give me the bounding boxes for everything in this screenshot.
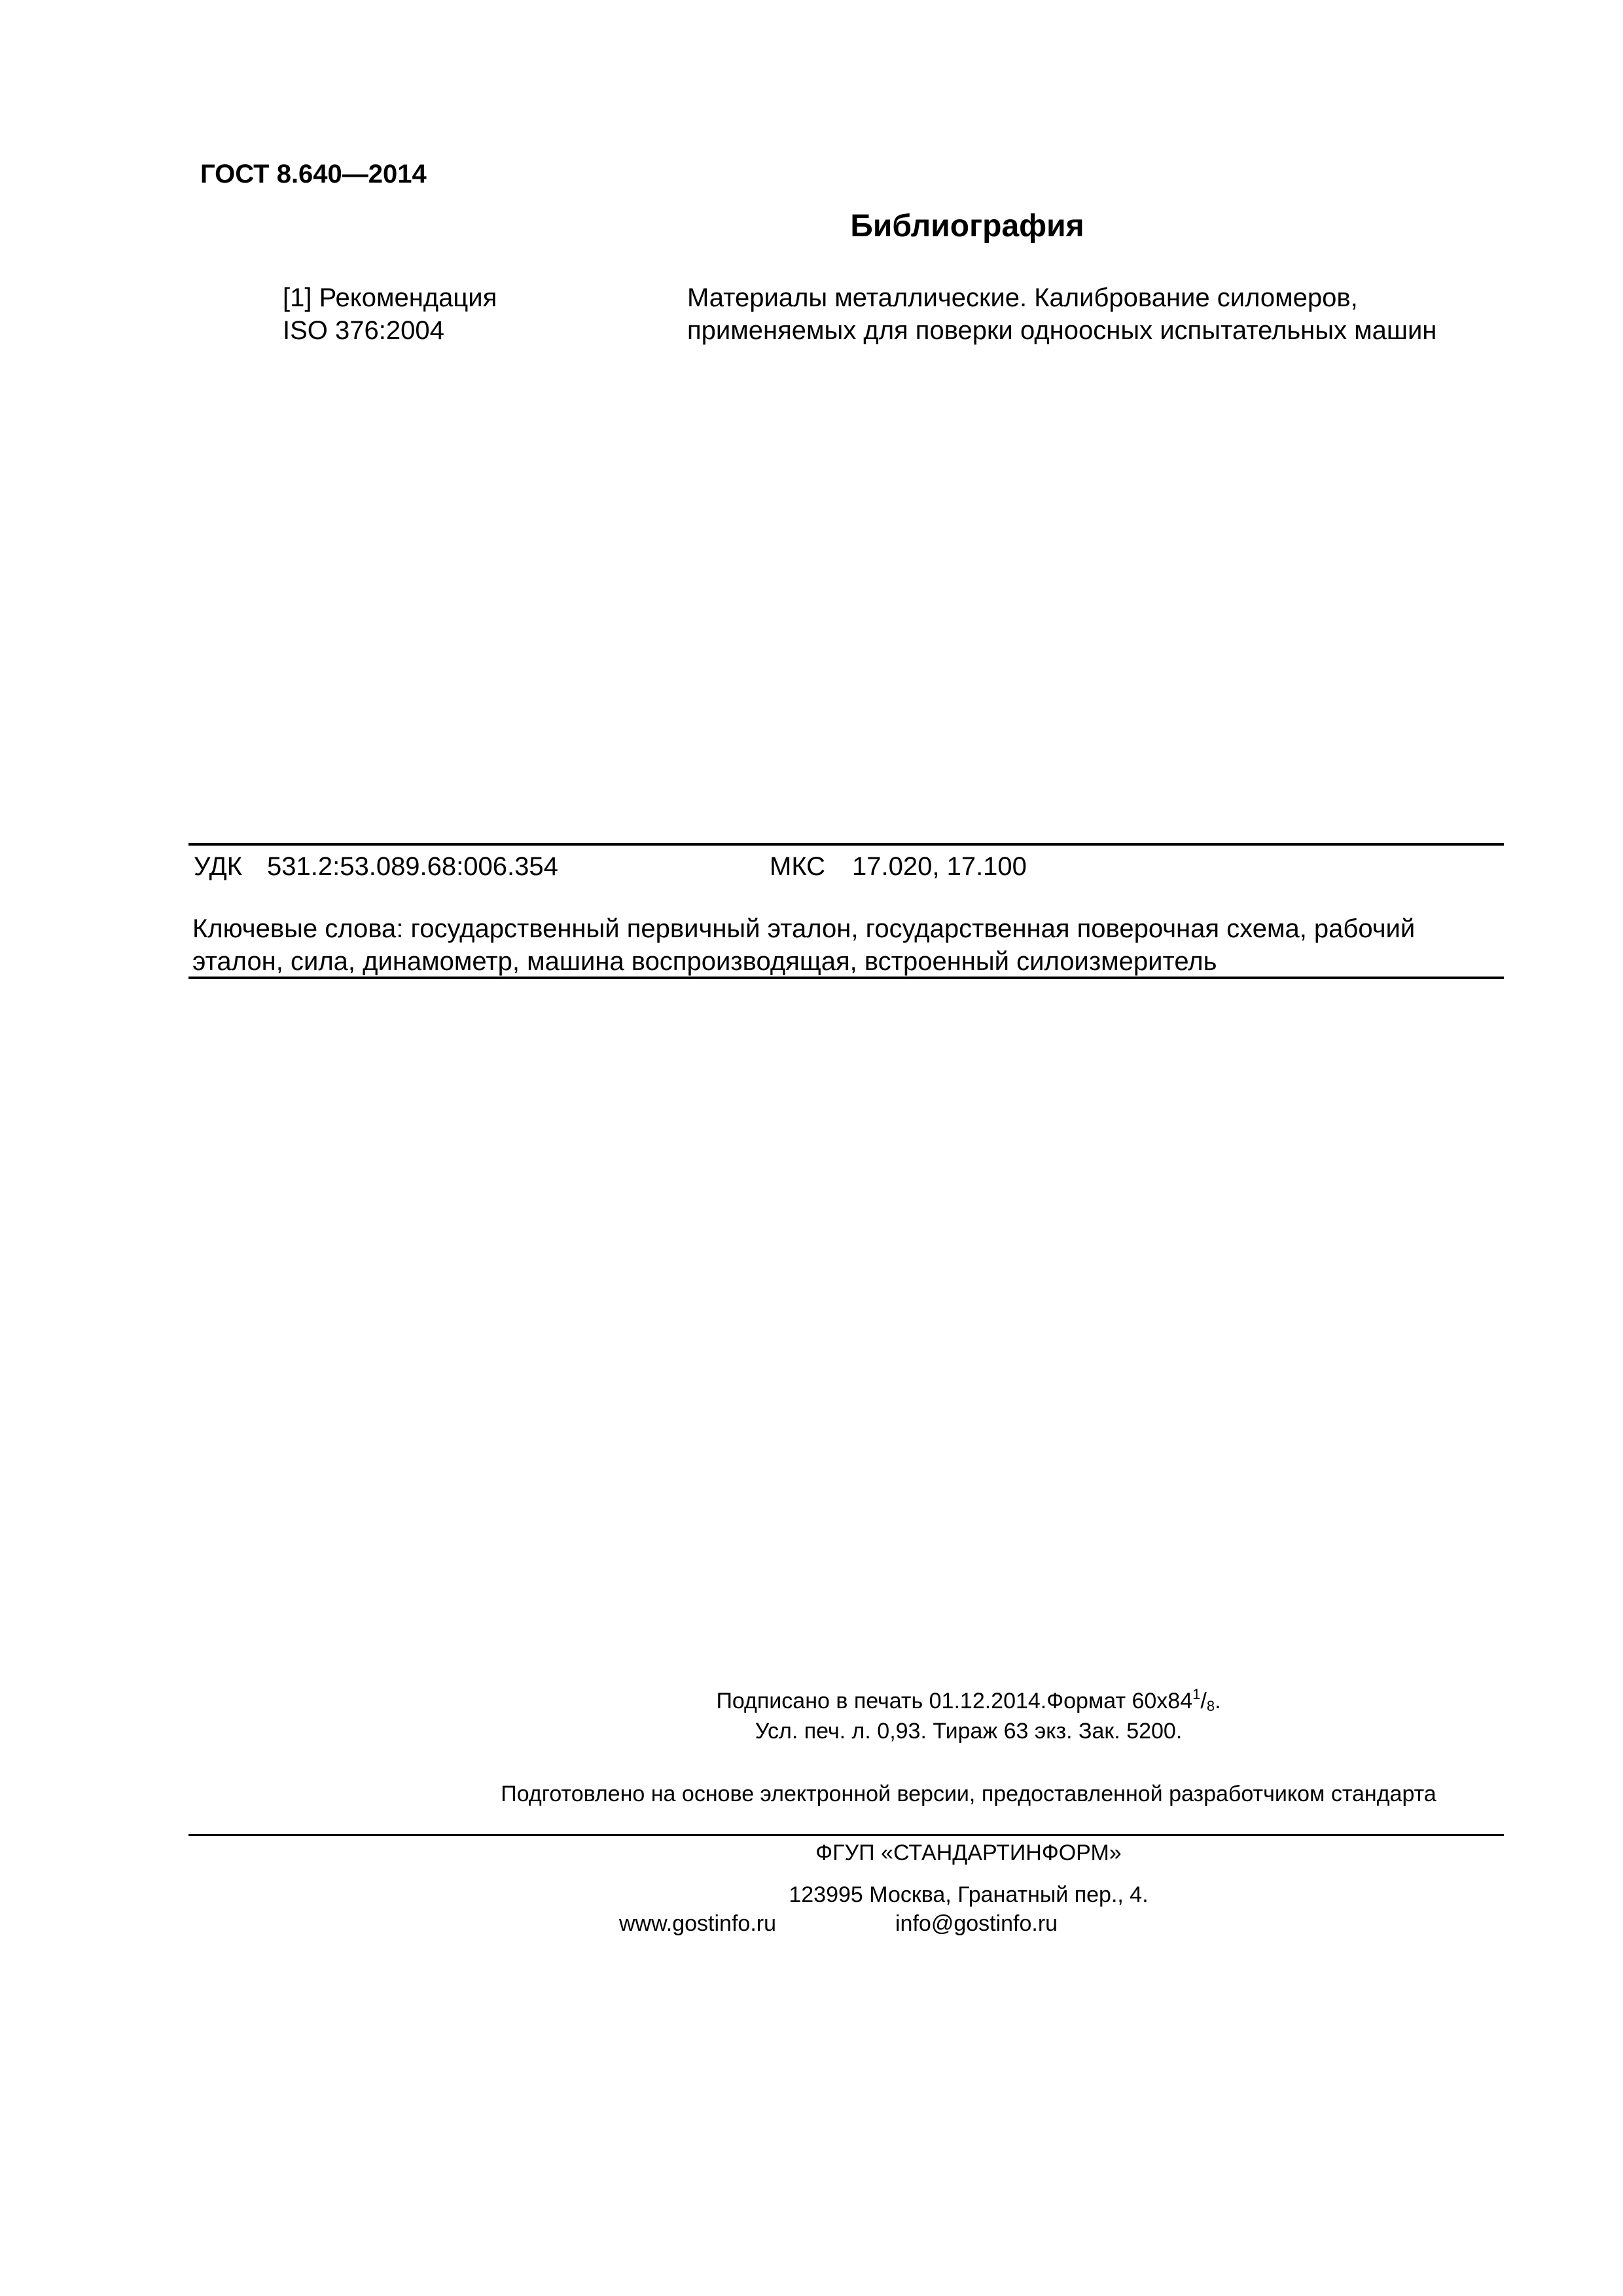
- bibliography-entry-description: Материалы металлические. Калибрование силомеров, применяемых для поверки одноосных испытательных машин: [687, 283, 1437, 345]
- prepared-note: Подготовлено на основе электронной версии, предоставленной разработчиком стандарта: [501, 1782, 1436, 1806]
- publisher-website-link[interactable]: www.gostinfo.ru: [619, 1911, 776, 1936]
- document-code: ГОСТ 8.640—2014: [200, 160, 427, 188]
- publisher-name: ФГУП «СТАНДАРТИНФОРМ»: [815, 1840, 1122, 1865]
- reference-line-2: ISO 376:2004: [283, 316, 444, 345]
- divider-top: [188, 843, 1504, 846]
- divider-bottom: [188, 977, 1504, 979]
- publisher-email-link[interactable]: info@gostinfo.ru: [895, 1911, 1058, 1936]
- format-subscript: 8: [1206, 1698, 1215, 1714]
- bibliography-title: Библиография: [850, 209, 1084, 243]
- bibliography-entry-reference: [283, 281, 497, 347]
- signed-text: Подписано в печать 01.12.2014.Формат 60х84: [716, 1689, 1193, 1713]
- udk-label: УДК: [194, 852, 243, 881]
- print-conditions: Усл. печ. л. 0,93. Тираж 63 экз. Зак. 5200.: [755, 1719, 1183, 1744]
- mks-value: 17.020, 17.100: [852, 852, 1027, 881]
- format-superscript: 1: [1192, 1686, 1201, 1702]
- format-tail: .: [1215, 1689, 1221, 1713]
- signed-for-print: Подписано в печать 01.12.2014.Формат $60х84^1/_8$.: [716, 1686, 1221, 1714]
- mks-label: МКС: [770, 852, 826, 881]
- reference-line-1: [1] Рекомендация: [283, 283, 497, 312]
- publisher-address: 123995 Москва, Гранатный пер., 4.: [789, 1882, 1149, 1907]
- udk-value: 531.2:53.089.68:006.354: [267, 852, 558, 881]
- imprint-divider: [188, 1834, 1504, 1836]
- keywords: Ключевые слова: государственный первичный эталон, государственная поверочная схема, рабочий эталон, сила, динамометр, машина воспроизводящая, встроенный силоизмеритель: [192, 914, 1416, 976]
